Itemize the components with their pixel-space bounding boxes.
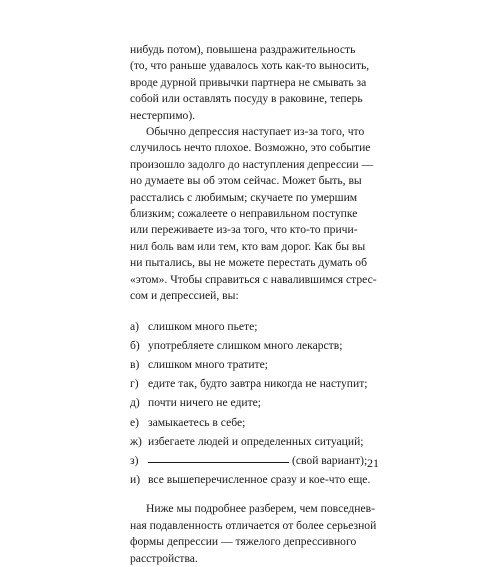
text-line: случилось нечто плохое. Возможно, это событие [130,141,371,155]
text-line: расстались с любимым; скучаете по умершим [130,190,358,204]
list-letter: г) [130,377,139,391]
list-item-text: избегаете людей и определенных ситуаций; [148,434,364,448]
page-number: 21 [367,456,379,470]
list-item [130,393,380,412]
text-line: собой или оставлять посуду в раковине, теперь [130,92,363,106]
list-item-text: слишком много тратите; [148,357,268,371]
text-line: (то, что раньше удавалось хоть как-то выносить, [130,59,370,73]
text-line: ни пытались, вы не можете перестать думать об [130,256,367,270]
list-item-text: (свой вариант); [292,453,368,467]
list-item [130,336,380,355]
text-line: расстройства. [130,551,198,565]
text-line: или переживаете из-за того, что кто-то причи- [130,223,358,237]
fill-in-blank-line [148,451,289,463]
list-item [130,470,380,489]
list-item [130,451,380,470]
list-item-text: все вышеперечисленное сразу и кое-что еще. [148,473,371,487]
closing-paragraph [130,501,380,567]
text-line: близким; сожалеете о неправильном поступке [130,207,358,221]
text-line: нестерпимо). [130,108,196,122]
list-item-text: едите так, будто завтра никогда не наступит; [148,377,368,391]
text-line: произошло задолго до наступления депрессии — [130,157,374,171]
list-letter: е) [130,415,140,429]
text-line: вроде дурной привычки партнера не смывать за [130,75,367,89]
list-item [130,317,380,336]
list-item-text: употребляете слишком много лекарств; [148,338,343,352]
paragraph-1 [130,42,380,124]
list-letter: в) [130,357,140,371]
text-line: нил боль вам или тем, кто вам дорог. Как бы вы [130,239,366,253]
text-line: Обычно депрессия наступает из-за того, что [146,125,365,139]
text-line: формы депрессии — тяжелого депрессивного [130,535,357,549]
spacer [130,305,380,317]
text-line: нибудь потом), повышена раздражительность [130,43,356,56]
page-text [130,42,380,567]
text-line: Ниже мы подробнее разберем, чем повседнев- [146,502,375,516]
list-item-text: слишком много пьете; [148,319,258,333]
paragraph-2 [130,124,380,304]
text-line: сом и депрессией, вы: [130,289,239,303]
list-letter: б) [130,338,140,352]
list-letter: ж) [130,434,142,448]
spacer [130,489,380,501]
text-line: ная подавленность отличается от более серьезной [130,518,377,532]
list-item [130,432,380,451]
list-item [130,374,380,393]
list-letter: а) [130,319,140,333]
list-letter: з) [130,453,139,467]
list-item-text: замыкаетесь в себе; [148,415,246,429]
list-item [130,413,380,432]
text-line: но думаете вы об этом сейчас. Может быть, вы [130,174,362,188]
list-item [130,355,380,374]
text-line: «этом». Чтобы справиться с навалившимся стрес- [130,272,377,286]
list-letter: д) [130,396,140,410]
list-letter: и) [130,473,141,487]
list-item-text: почти ничего не едите; [148,396,262,410]
coping-list [130,317,380,490]
